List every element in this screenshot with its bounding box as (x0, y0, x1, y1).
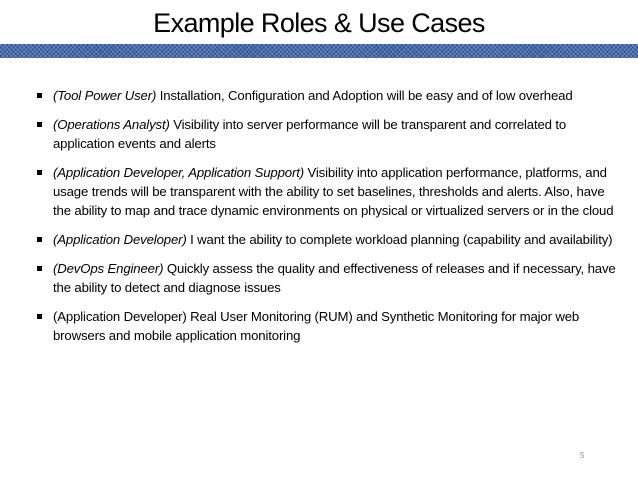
role-label: (DevOps Engineer) (53, 261, 164, 276)
title-accent-bar (0, 44, 638, 58)
role-label: (Application Developer) (53, 232, 187, 247)
square-bullet-icon (37, 170, 42, 175)
square-bullet-icon (37, 237, 42, 242)
use-case-text: Visibility into server performance will be transparent and correlated to application events and alerts (53, 117, 567, 151)
square-bullet-icon (37, 93, 42, 98)
list-item (36, 163, 616, 220)
list-item (36, 259, 616, 297)
role-label: (Application Developer, Application Support) (53, 165, 304, 180)
list-item (36, 115, 616, 153)
square-bullet-icon (37, 266, 42, 271)
page-number: 5 (580, 451, 585, 460)
role-label: (Operations Analyst) (53, 117, 170, 132)
square-bullet-icon (37, 122, 42, 127)
use-case-text: Visibility into application performance, platforms, and usage trends will be transparent with the ability to set baselines, thresholds and alerts. Also, have the ability to map and trace dynamic environments on physical or virtualized servers or in the cloud (53, 165, 614, 218)
use-case-text: Installation, Configuration and Adoption will be easy and of low overhead (156, 88, 573, 103)
list-item (36, 86, 616, 105)
bullet-list (36, 86, 616, 355)
list-item (36, 307, 616, 345)
use-case-text: Quickly assess the quality and effectiveness of releases and if necessary, have the ability to detect and diagnose issues (53, 261, 616, 295)
slide-title: Example Roles & Use Cases (153, 8, 485, 38)
square-bullet-icon (37, 314, 42, 319)
role-label: (Tool Power User) (53, 88, 157, 103)
list-item (36, 230, 616, 249)
use-case-text: I want the ability to complete workload planning (capability and availability) (186, 232, 613, 247)
use-case-text: (Application Developer) Real User Monitoring (RUM) and Synthetic Monitoring for major web browsers and mobile application monitoring (53, 309, 580, 343)
